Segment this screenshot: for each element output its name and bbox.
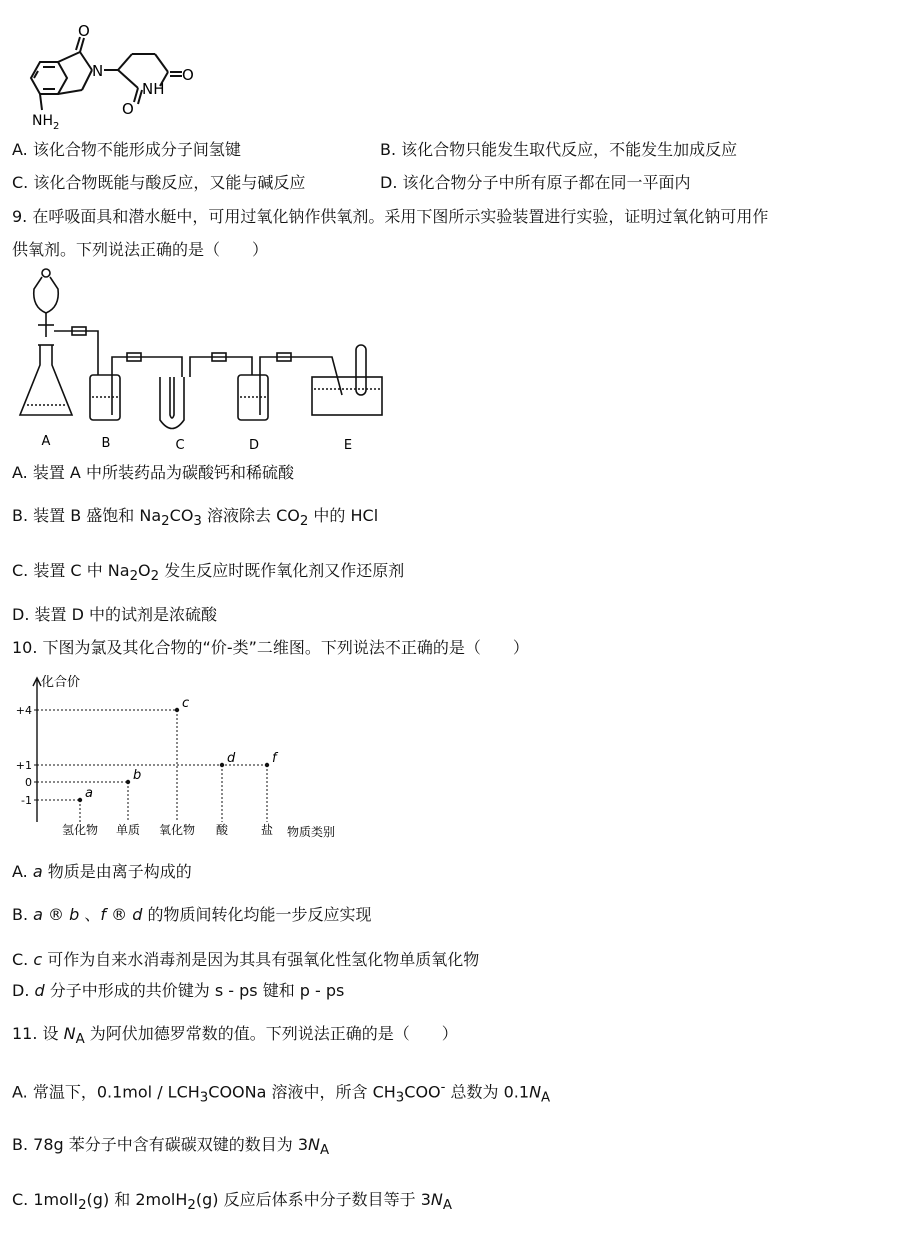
q10-option-d: D. d 分子中形成的共价键为 s - ps 键和 p - ps [12,981,345,1000]
y-tick-label: +1 [15,759,32,772]
q8-option-c: C. 该化合物既能与酸反应，又能与碱反应 [12,173,306,192]
point-label-c: c [182,696,190,711]
atom-o-bottom: O [122,100,134,118]
atom-nh: NH [142,80,165,98]
point-a [78,798,82,802]
atom-nh2: $NH_2$ [32,113,60,132]
q10-option-a: A. a 物质是由离子构成的 [12,862,192,881]
chart-xlabel: 物质类别 [287,825,336,839]
point-label-a: a [85,786,93,801]
apparatus-label-b: B [101,436,111,451]
apparatus-label-e: E [343,438,353,453]
q11-stem: 11. 设 $N_A$ 为阿伏加德罗常数的值。下列说法正确的是（ ） [12,1024,458,1048]
q10-stem: 10. 下图为氯及其化合物的“价-类”二维图。下列说法不正确的是（ ） [12,638,529,657]
y-tick-label: +4 [15,704,32,717]
q9-option-c: C. 装置 C 中 $Na_2O_2$ 发生反应时既作氧化剂又作还原剂 [12,561,405,585]
point-f [265,763,269,767]
x-category-label: 氧化物 [158,823,196,837]
atom-n: N [92,62,104,80]
apparatus-label-a: A [41,434,51,449]
x-category-label: 单质 [115,823,141,837]
q11-option-b: B. 78g 苯分子中含有碳碳双键的数目为 $3N_A$ [12,1135,330,1159]
x-category-label: 酸 [215,823,229,837]
q10-option-b: B. a ® b 、f ® d 的物质间转化均能一步反应实现 [12,905,372,924]
q9-option-a: A. 装置 A 中所装药品为碳酸钙和稀硫酸 [12,463,294,482]
q8-option-b: B. 该化合物只能发生取代反应，不能发生加成反应 [380,140,738,159]
q10-option-c: C. c 可作为自来水消毒剂是因为其具有强氧化性氢化物单质氧化物 [12,950,480,969]
point-label-f: f [272,751,277,766]
q9-option-d: D. 装置 D 中的试剂是浓硫酸 [12,605,217,624]
q11-option-c: C. 1molI$_2$(g) 和 2molH$_2$(g) 反应后体系中分子数目等于 $3N_A$ [12,1190,452,1214]
q8-option-a: A. 该化合物不能形成分子间氢键 [12,140,241,159]
q9-option-b: B. 装置 B 盛饱和 $Na_2CO_3$ 溶液除去 $CO_2$ 中的 HCl [12,506,379,530]
q9-stem-line2: 供氧剂。下列说法正确的是（ ） [12,240,269,259]
lenalidomide-structure [10,22,200,137]
point-c [175,708,179,712]
point-label-d: d [227,751,236,766]
chart-ylabel: 化合价 [41,675,81,690]
y-tick-label: -1 [21,794,32,807]
valence-class-chart [12,672,372,847]
experiment-apparatus [12,265,392,460]
atom-o-right: O [182,66,194,84]
x-category-label: 氢化物 [61,823,99,837]
apparatus-label-d: D [248,438,260,453]
point-label-b: b [133,768,142,783]
q11-option-a: A. 常温下，$0.1mol / LCH_3COONa$ 溶液中，所含 $CH_3COO^-$ 总数为 $0.1N_A$ [12,1080,551,1106]
q8-option-d: D. 该化合物分子中所有原子都在同一平面内 [380,173,691,192]
x-category-label: 盐 [260,823,274,837]
atom-o-top: O [78,22,90,40]
point-b [126,780,130,784]
y-tick-label: 0 [25,776,32,789]
apparatus-label-c: C [175,438,185,453]
q9-stem-line1: 9. 在呼吸面具和潜水艇中，可用过氧化钠作供氧剂。采用下图所示实验装置进行实验，证明过氧化钠可用作 [12,207,769,226]
